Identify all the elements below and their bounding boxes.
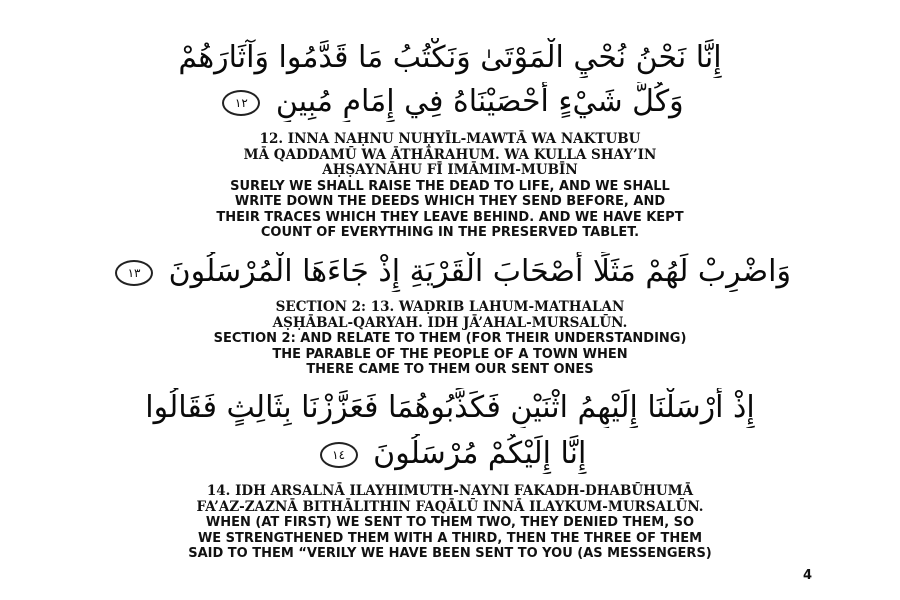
page-number: 4 — [802, 568, 812, 583]
verse-14-arabic-line-2: إِنَّا إِلَيْكُمْ مُرْسَلُونَ ١٤ — [60, 434, 840, 474]
verse-12-arabic-line-2: وَكُلَّ شَيْءٍ أَحْصَيْنَاهُ فِي إِمَامٍ مُبِينٍ ١٢ — [60, 82, 840, 122]
translation-line: THE PARABLE OF THE PEOPLE OF A TOWN WHEN — [272, 346, 628, 362]
translation-line: WHEN (AT FIRST) WE SENT TO THEM TWO, THEY DENIED THEM, SO — [205, 515, 695, 530]
verse-number-14-icon: ١٤ — [320, 442, 358, 468]
transliteration-line: MĀ QADDAMŪ WA ĀTHĀRAHUM. WA KULLA SHAY’IN — [243, 146, 657, 163]
translation-line: SECTION 2: AND RELATE TO THEM (FOR THEIR UNDERSTANDING) — [213, 331, 687, 346]
transliteration-line: 12. INNA NAḤNU NUḤYĪL-MAWTĀ WA NAKTUBU — [259, 131, 641, 147]
verse-14-arabic-line-1: إِذْ أَرْسَلْنَا إِلَيْهِمُ اثْنَيْنِ فَكَذَّبُوهُمَا فَعَزَّزْنَا بِثَالِثٍ فَقَالُوا — [145, 390, 755, 425]
transliteration-line: SECTION 2: 13. WAḌRIB LAHUM-MATHALAN — [275, 299, 625, 315]
transliteration-line: 14. IDH ARSALNĀ ILAYHIMUTH-NAYNI FAKADH-DHABŪHUMĀ — [206, 483, 694, 499]
transliteration-line: AḤṢAYNĀHU FĪ IMĀMIM-MUBĪN — [322, 162, 578, 178]
translation-line: WRITE DOWN THE DEEDS WHICH THEY SEND BEFORE, AND — [234, 194, 666, 209]
verse-13-arabic-line-1: وَاضْرِبْ لَهُمْ مَثَلًا أَصْحَابَ الْقَرْيَةِ إِذْ جَاءَهَا الْمُرْسَلُونَ ١٣ — [60, 252, 840, 292]
translation-line: WE STRENGTHENED THEM WITH A THIRD, THEN THE THREE OF THEM — [197, 530, 703, 546]
translation-line: THERE CAME TO THEM OUR SENT ONES — [306, 362, 594, 377]
transliteration-line: FA’AZ-ZAZNĀ BITHĀLITHIN FAQĀLŪ INNĀ ILAYKUM-MURSALŪN. — [196, 498, 704, 515]
translation-line: SAID TO THEM “VERILY WE HAVE BEEN SENT TO YOU (AS MESSENGERS) — [188, 546, 712, 561]
verse-number-12-icon: ١٢ — [222, 90, 260, 116]
verse-13-text — [40, 300, 860, 378]
translation-line: SURELY WE SHALL RAISE THE DEAD TO LIFE, AND WE SHALL — [230, 178, 670, 194]
verse-number-13-icon: ١٣ — [115, 260, 153, 286]
transliteration-line: AṢḤĀBAL-QARYAH. IDH JĀ’AHAL-MURSALŪN. — [272, 314, 628, 331]
verse-12-arabic-line-1: إِنَّا نَحْنُ نُحْيِ الْمَوْتَىٰ وَنَكْتُبُ مَا قَدَّمُوا وَآثَارَهُمْ — [178, 40, 722, 75]
verse-14-text — [40, 484, 860, 562]
verse-12-text — [40, 132, 860, 241]
translation-line: THEIR TRACES WHICH THEY LEAVE BEHIND. AND WE HAVE KEPT — [216, 209, 684, 225]
translation-line: COUNT OF EVERYTHING IN THE PRESERVED TABLET. — [260, 225, 640, 240]
